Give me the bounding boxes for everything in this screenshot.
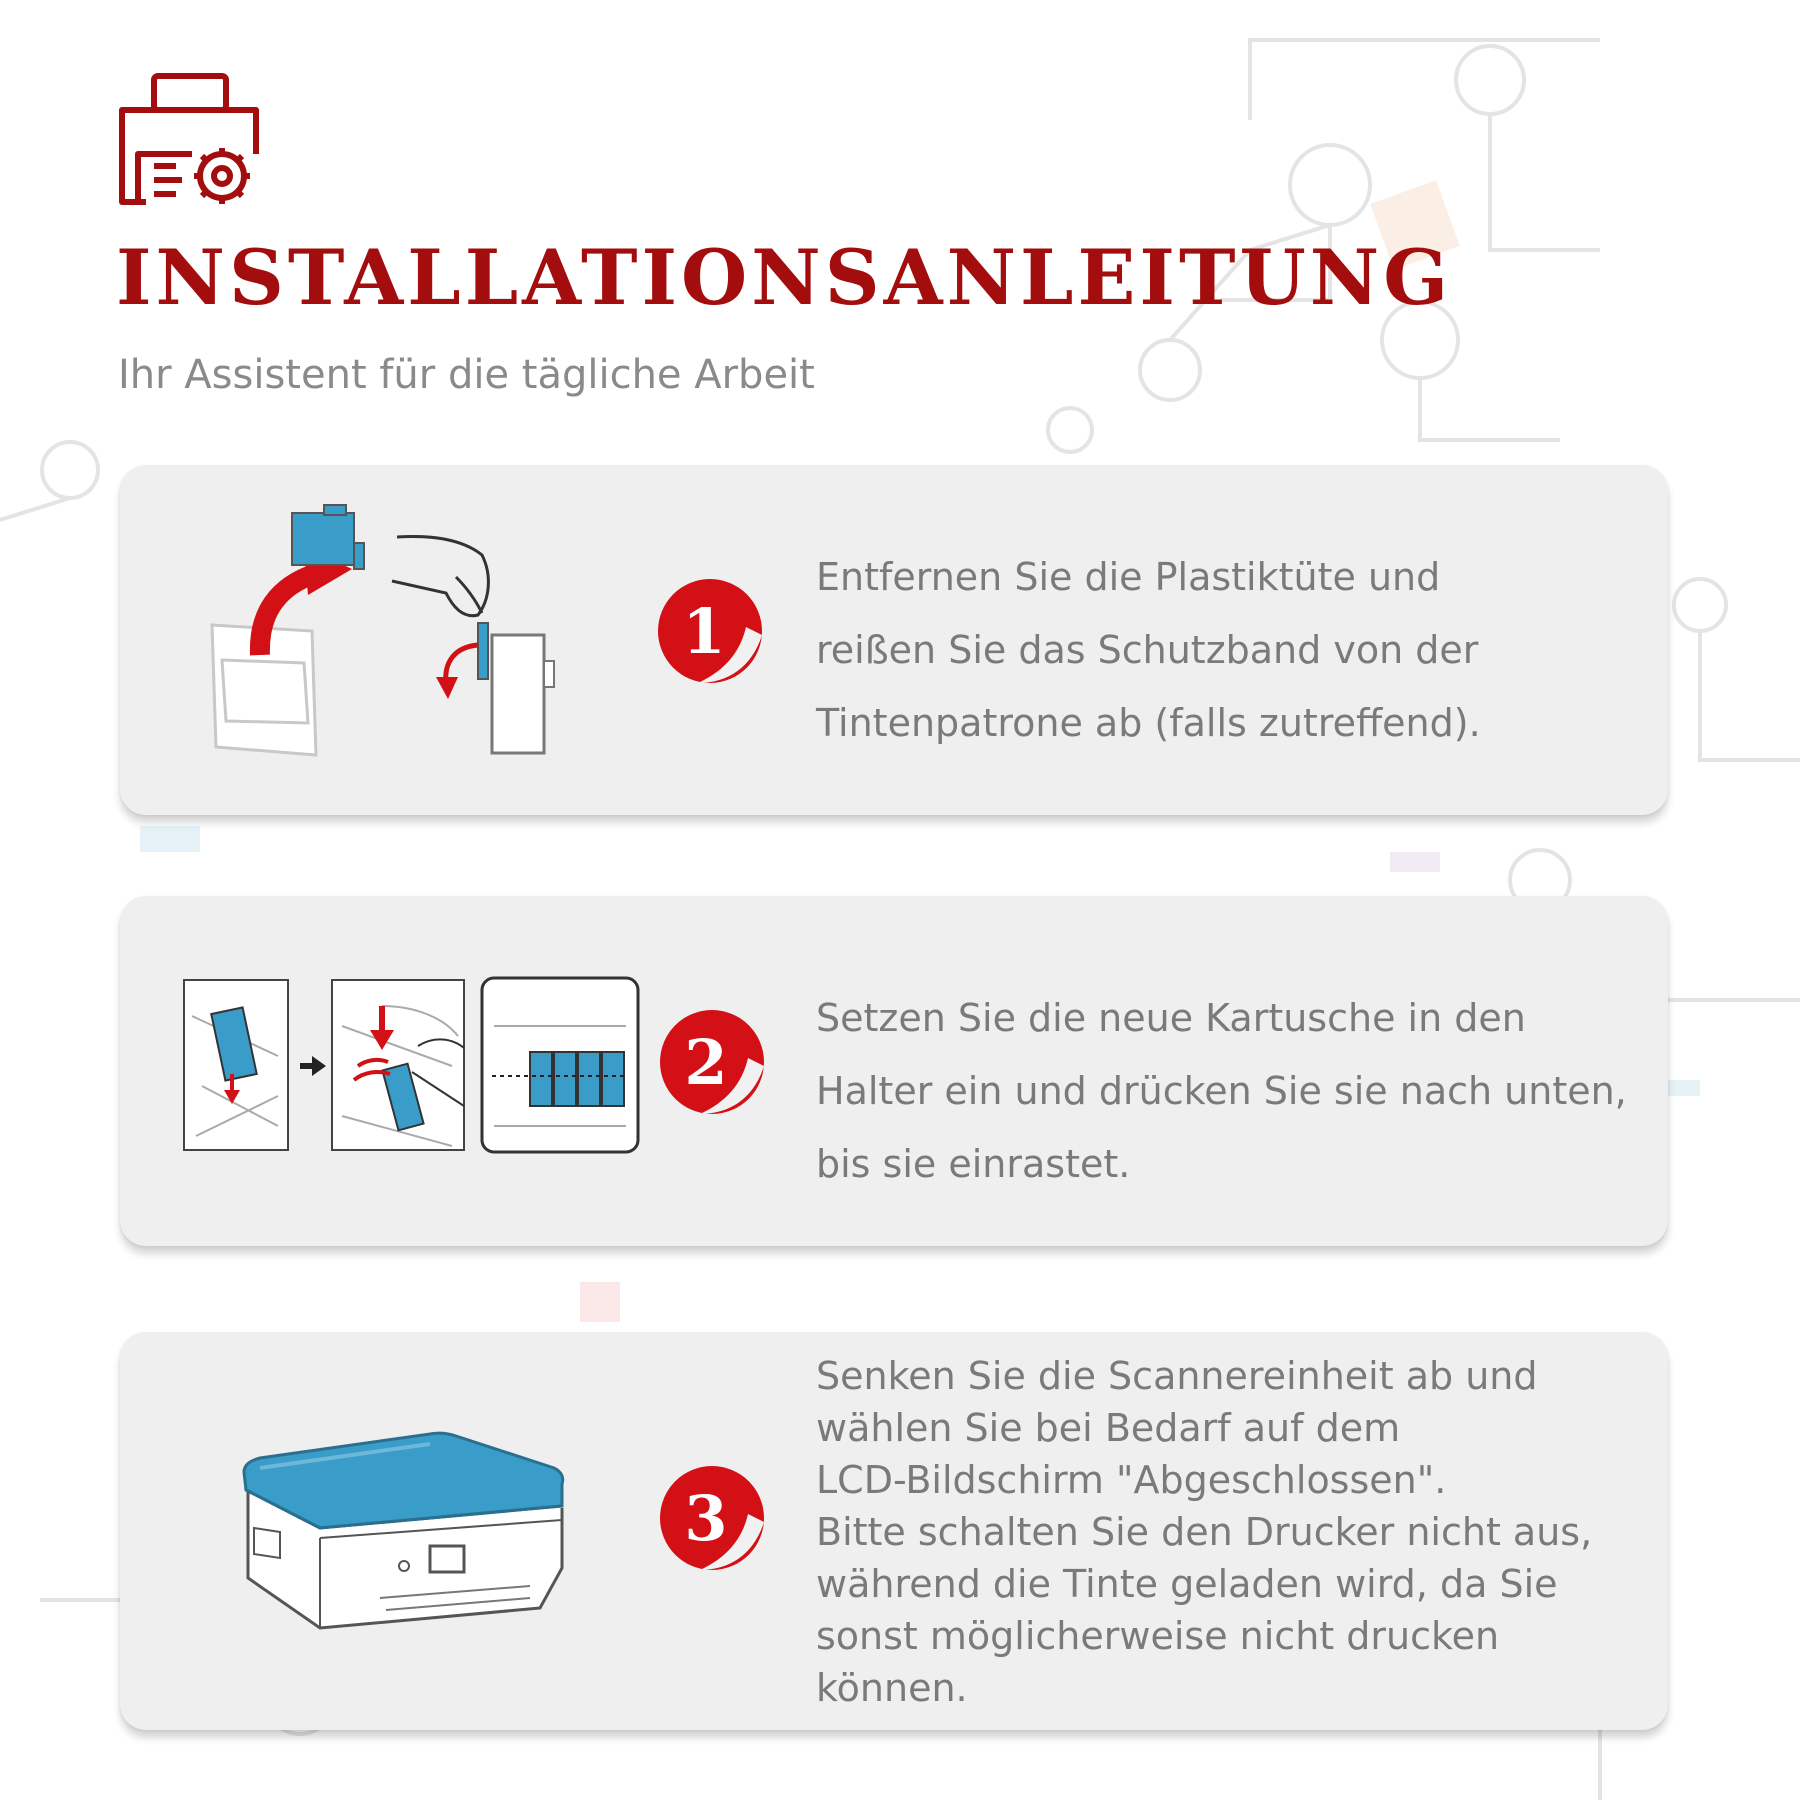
step-2-text [816, 982, 1636, 1201]
step-card-3 [120, 1332, 1668, 1730]
step-3-line-4: Bitte schalten Sie den Drucker nicht aus, [816, 1510, 1593, 1554]
step-3-number-badge [656, 1462, 768, 1574]
step-1-text [816, 541, 1636, 760]
step-1-number: 1 [682, 595, 726, 668]
step-3-text [816, 1350, 1646, 1714]
step-3-number: 3 [684, 1482, 728, 1555]
step-3-line-3: LCD-Bildschirm "Abgeschlossen". [816, 1458, 1447, 1502]
printer-gear-icon [118, 72, 264, 212]
remove-bag-and-tape-illustration [192, 485, 732, 785]
step-1-line-1: Entfernen Sie die Plastiktüte und [816, 555, 1441, 599]
step-3-line-1: Senken Sie die Scannereinheit ab und [816, 1354, 1538, 1398]
step-2-line-1: Setzen Sie die neue Kartusche in den [816, 996, 1526, 1040]
page-subtitle: Ihr Assistent für die tägliche Arbeit [118, 352, 815, 398]
step-card-2 [120, 896, 1668, 1246]
step-3-line-7: können. [816, 1666, 968, 1710]
step-3-line-6: sonst möglicherweise nicht drucken [816, 1614, 1500, 1658]
page-title: INSTALLATIONSANLEITUNG [116, 233, 1453, 322]
lower-scanner-unit-illustration [240, 1428, 570, 1638]
step-2-line-2: Halter ein und drücken Sie sie nach unten, [816, 1069, 1627, 1113]
step-3-line-5: während die Tinte geladen wird, da Sie [816, 1562, 1558, 1606]
insert-cartridge-illustration [182, 976, 642, 1156]
step-2-number-badge [656, 1006, 768, 1118]
step-3-line-2: wählen Sie bei Bedarf auf dem [816, 1406, 1401, 1450]
step-card-1 [120, 465, 1668, 815]
step-1-line-3: Tintenpatrone ab (falls zutreffend). [816, 701, 1481, 745]
step-1-line-2: reißen Sie das Schutzband von der [816, 628, 1479, 672]
step-2-number: 2 [684, 1026, 728, 1099]
step-1-number-badge [654, 575, 766, 687]
step-2-line-3: bis sie einrastet. [816, 1142, 1131, 1186]
